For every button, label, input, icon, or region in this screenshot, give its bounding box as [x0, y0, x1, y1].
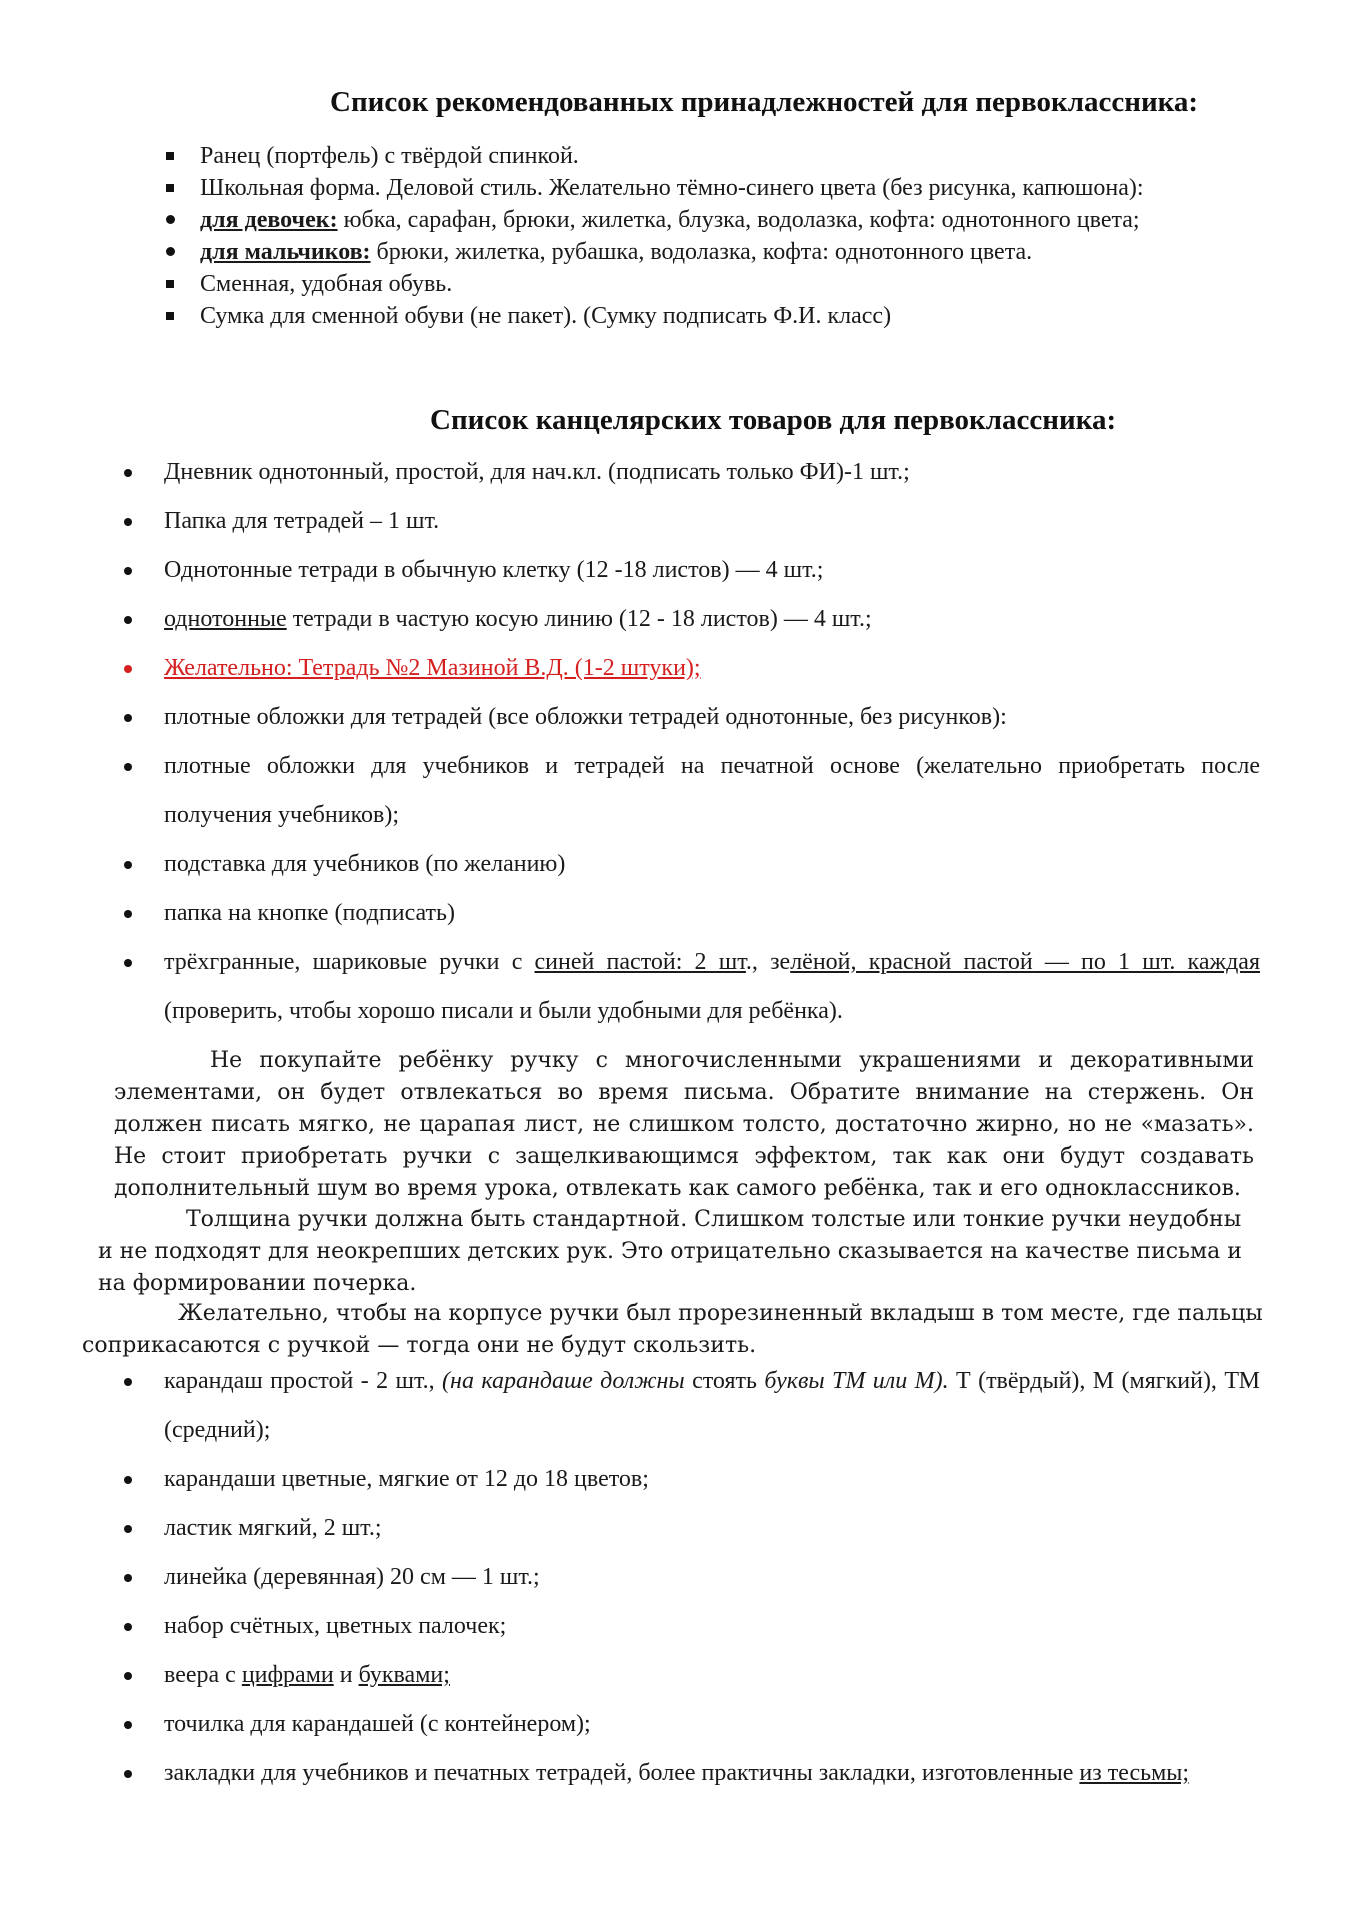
- text-part: (проверить, чтобы хорошо писали и были удобными для ребёнка).: [164, 998, 843, 1024]
- list-item-text: тетради в частую косую линию (12 - 18 листов) — 4 шт.;: [286, 606, 872, 632]
- list-item: точилка для карандашей (с контейнером);: [124, 1700, 1260, 1749]
- list-item-text: Желательно: Тетрадь №2 Мазиной В.Д. (1-2 штуки);: [164, 655, 701, 681]
- paragraph-text: Толщина ручки должна быть стандартной. Слишком толстые или тонкие ручки неудобны и не подходят для неокрепших детских рук. Это отрицательно сказывается на качестве письма и на формировании почерка.: [98, 1207, 1242, 1296]
- list-item: [124, 1749, 1260, 1798]
- list-item: [166, 204, 1246, 236]
- section1-list: [166, 140, 1246, 332]
- list-item-text: юбка, сарафан, брюки, жилетка, блузка, водолазка, кофта: однотонного цвета;: [337, 207, 1140, 233]
- paragraph-pen-grip: [82, 1298, 1282, 1362]
- list-item-text: брюки, жилетка, рубашка, водолазка, кофта: однотонного цвета.: [370, 239, 1033, 265]
- text-part-italic: буквы ТМ или М).: [764, 1368, 949, 1394]
- text-part: ., зе: [745, 949, 791, 975]
- list-item-label: для девочек:: [200, 207, 338, 233]
- list-item: подставка для учебников (по желанию): [124, 840, 1260, 889]
- list-item: плотные обложки для тетрадей (все обложки тетрадей однотонные, без рисунков):: [124, 693, 1260, 742]
- list-item: Школьная форма. Деловой стиль. Желательно тёмно-синего цвета (без рисунка, капюшона):: [166, 172, 1246, 204]
- list-item-underlined: однотонные: [164, 606, 287, 632]
- list-item-recommended: [124, 644, 1260, 693]
- text-part-underlined: синей пастой: 2 шт: [534, 949, 746, 975]
- list-item: папка на кнопке (подписать): [124, 889, 1260, 938]
- section2-list: [124, 448, 1260, 1036]
- text-part: стоять: [684, 1368, 765, 1394]
- text-part-italic: (на карандаше должны: [442, 1368, 685, 1394]
- text-part: Т (твёрдый), М (мягкий), ТМ (средний);: [164, 1368, 1261, 1443]
- text-part: закладки для учебников и печатных тетрадей, более практичны закладки, изготовленные: [164, 1760, 1080, 1786]
- list-item: [124, 1357, 1260, 1455]
- paragraph-pen-thickness: [98, 1204, 1254, 1300]
- paragraph-text: Желательно, чтобы на корпусе ручки был прорезиненный вкладыш в том месте, где пальцы соприкасаются с ручкой — тогда они не будут скользить.: [82, 1301, 1263, 1358]
- text-part: и: [333, 1662, 359, 1688]
- list-item: Ранец (портфель) с твёрдой спинкой.: [166, 140, 1246, 172]
- list-item: Однотонные тетради в обычную клетку (12 -18 листов) — 4 шт.;: [124, 546, 1260, 595]
- list-item: карандаши цветные, мягкие от 12 до 18 цветов;: [124, 1455, 1260, 1504]
- list-item-label: для мальчиков:: [200, 239, 371, 265]
- list-item: Папка для тетрадей – 1 шт.: [124, 497, 1260, 546]
- text-part-underlined: из тесьмы;: [1079, 1760, 1190, 1786]
- list-item: линейка (деревянная) 20 см — 1 шт.;: [124, 1553, 1260, 1602]
- text-part-underlined: буквами;: [358, 1662, 450, 1688]
- section3-list: [124, 1357, 1260, 1798]
- list-item: [124, 938, 1260, 1036]
- list-item: набор счётных, цветных палочек;: [124, 1602, 1260, 1651]
- text-part: трёхгранные, шариковые ручки с: [164, 949, 535, 975]
- list-item: Дневник однотонный, простой, для нач.кл. (подписать только ФИ)-1 шт.;: [124, 448, 1260, 497]
- list-item: [124, 595, 1260, 644]
- text-part: карандаш простой - 2 шт.,: [164, 1368, 443, 1394]
- text-part: веера с: [164, 1662, 242, 1688]
- text-part-underlined: лёной, красной пастой — по 1 шт. каждая: [790, 949, 1260, 975]
- text-part-underlined: цифрами: [241, 1662, 334, 1688]
- list-item: плотные обложки для учебников и тетрадей на печатной основе (желательно приобретать после получения учебников);: [124, 742, 1260, 840]
- paragraph-text: Не покупайте ребёнку ручку с многочисленными украшениями и декоративными элементами, он будет отвлекаться во время письма. Обратите внимание на стержень. Он должен писать мягко, не царапая лист, не слишком толсто, достаточно жирно, но не «мазать». Не стоит приобретать ручки с защелкивающимся эффектом, так как они будут создавать дополнительный шум во время урока, отвлекать как самого ребёнка, так и его одноклассников.: [114, 1048, 1254, 1201]
- paragraph-pen-advice: [114, 1045, 1254, 1205]
- list-item: [166, 236, 1246, 268]
- section1-title: Список рекомендованных принадлежностей для первоклассника:: [330, 86, 1199, 118]
- list-item: Сменная, удобная обувь.: [166, 268, 1246, 300]
- list-item: ластик мягкий, 2 шт.;: [124, 1504, 1260, 1553]
- section2-title: Список канцелярских товаров для первоклассника:: [430, 404, 1117, 436]
- list-item: [124, 1651, 1260, 1700]
- list-item: Сумка для сменной обуви (не пакет). (Сумку подписать Ф.И. класс): [166, 300, 1246, 332]
